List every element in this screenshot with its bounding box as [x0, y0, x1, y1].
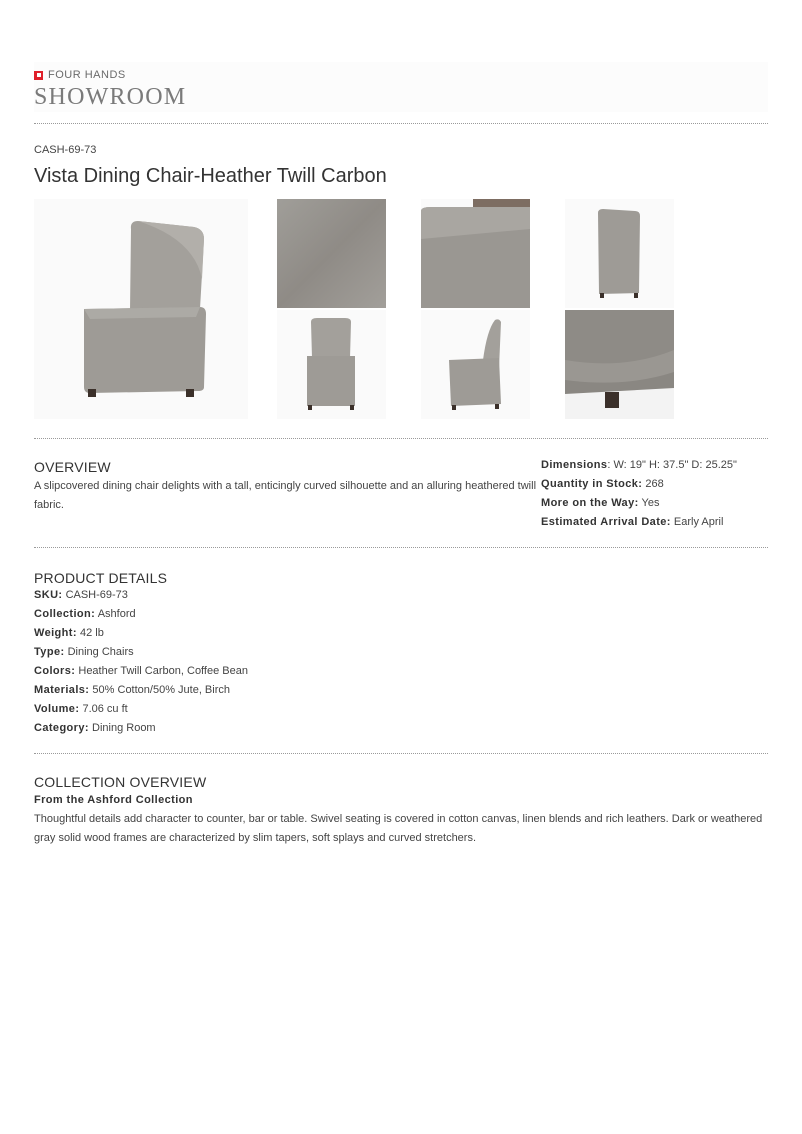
- divider: [34, 438, 768, 439]
- detail-row: Materials: 50% Cotton/50% Jute, Birch: [34, 684, 230, 696]
- side-view-image: [421, 310, 530, 419]
- detail-row: Colors: Heather Twill Carbon, Coffee Bean: [34, 665, 248, 677]
- fabric-swatch-image: [277, 199, 386, 308]
- product-details-section: [34, 570, 768, 738]
- overview-specs: [541, 456, 768, 547]
- brand-square-icon: [34, 71, 43, 80]
- brand-top-text: FOUR HANDS: [48, 69, 126, 81]
- divider: [34, 547, 768, 548]
- overview-description: A slipcovered dining chair delights with a tall, enticingly curved silhouette and an alluring heathered twill fabric.: [34, 480, 537, 511]
- image-gallery: [34, 199, 768, 421]
- back-view-image: [565, 199, 674, 308]
- spec-quantity: Quantity in Stock: 268: [541, 478, 664, 490]
- brand-main-text: SHOWROOM: [34, 84, 187, 110]
- leg-closeup-image: [565, 310, 674, 419]
- spec-sheet-page: [34, 62, 768, 848]
- detail-row: Category: Dining Room: [34, 722, 156, 734]
- corner-closeup-image: [421, 199, 530, 308]
- collection-subheading: From the Ashford Collection: [34, 794, 193, 806]
- page-title: Vista Dining Chair-Heather Twill Carbon: [34, 165, 387, 187]
- collection-heading: COLLECTION OVERVIEW: [34, 774, 207, 790]
- front-view-image: [277, 310, 386, 419]
- divider: [34, 123, 768, 124]
- brand-header: [34, 62, 768, 112]
- detail-row: Weight: 42 lb: [34, 627, 104, 639]
- divider: [34, 753, 768, 754]
- detail-row: Volume: 7.06 cu ft: [34, 703, 128, 715]
- brand-logo-small: [34, 69, 126, 81]
- spec-more-on-way: More on the Way: Yes: [541, 497, 660, 509]
- detail-row: SKU: CASH-69-73: [34, 589, 128, 601]
- collection-overview-section: [34, 774, 768, 848]
- spec-arrival-date: Estimated Arrival Date: Early April: [541, 516, 724, 528]
- details-heading: PRODUCT DETAILS: [34, 570, 168, 586]
- collection-description: Thoughtful details add character to counter, bar or table. Swivel seating is covered in cotton canvas, linen blends and rich leathers. Dark or weathered gray solid wood frames are characterized by slim tapers, soft splays and curved stretchers.: [34, 813, 763, 844]
- overview-heading: OVERVIEW: [34, 459, 111, 475]
- overview-section: [34, 459, 768, 547]
- sku-header: CASH-69-73: [34, 144, 97, 156]
- detail-row: Type: Dining Chairs: [34, 646, 134, 658]
- detail-row: Collection: Ashford: [34, 608, 136, 620]
- main-chair-image: [34, 199, 248, 419]
- spec-dimensions: Dimensions: W: 19" H: 37.5" D: 25.25": [541, 459, 737, 471]
